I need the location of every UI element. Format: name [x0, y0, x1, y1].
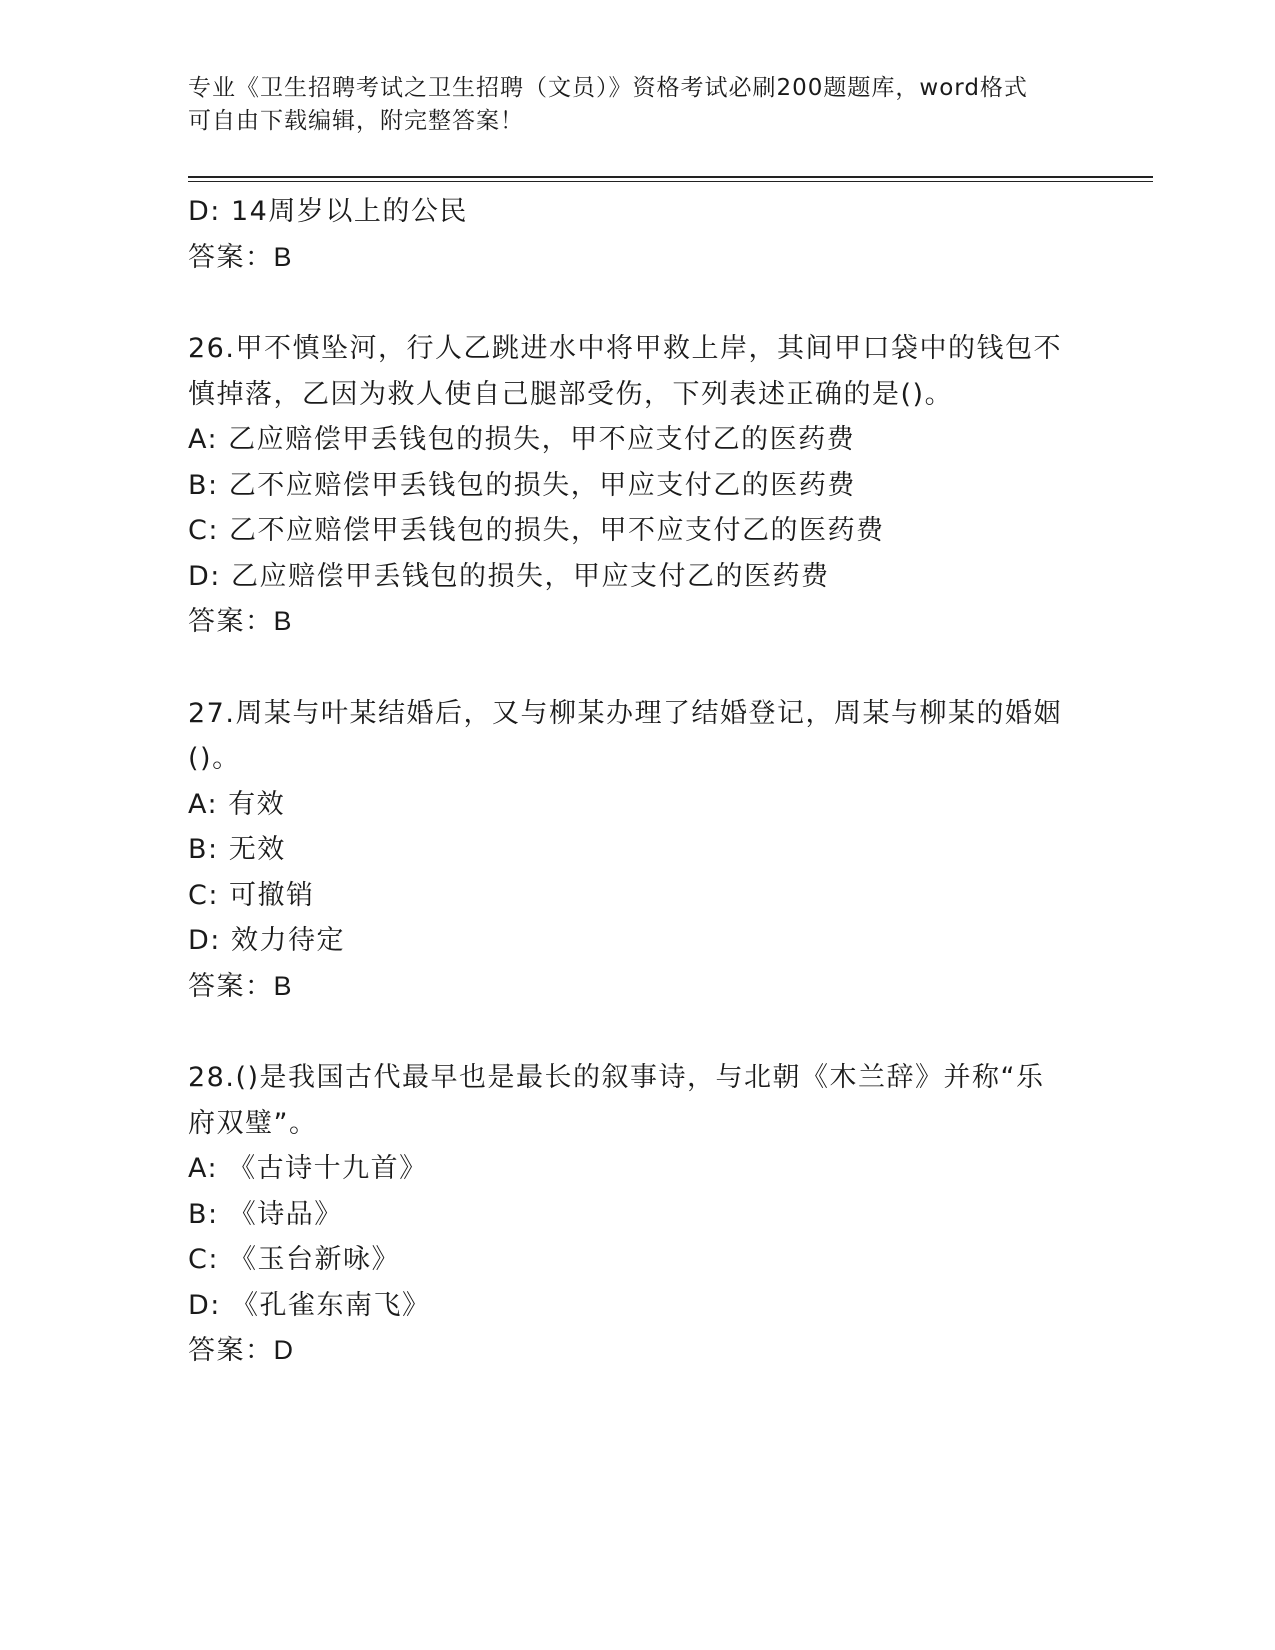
- question-stem-line: 28.()是我国古代最早也是最长的叙事诗，与北朝《木兰辞》并称“乐: [188, 1062, 1045, 1093]
- question-25-tail: [188, 189, 1088, 280]
- header-line-2: 可自由下载编辑，附完整答案！: [188, 108, 524, 134]
- option-c: C: 《玉台新咏》: [188, 1244, 401, 1275]
- answer-line: 答案：B: [188, 970, 294, 1001]
- answer-line: 答案：B: [188, 241, 294, 272]
- option-c: C: 可撤销: [188, 879, 315, 911]
- spacer: [188, 645, 1088, 691]
- option-d: D: 乙应赔偿甲丢钱包的损失，甲应支付乙的医药费: [188, 560, 830, 592]
- header-divider-thick: [188, 176, 1153, 178]
- option-b: B: 《诗品》: [188, 1198, 343, 1230]
- header-divider-thin: [188, 181, 1153, 182]
- question-stem-line: 26.甲不慎坠河，行人乙跳进水中将甲救上岸，其间甲口袋中的钱包不: [188, 333, 1062, 364]
- option-d: D: 《孔雀东南飞》: [188, 1289, 431, 1321]
- question-28: [188, 1055, 1088, 1374]
- option-a: A: 有效: [188, 788, 286, 820]
- page-header: [188, 72, 1068, 138]
- option-d: D: 效力待定: [188, 925, 345, 956]
- header-line-1: 专业《卫生招聘考试之卫生招聘（文员）》资格考试必刷200题题库，word格式: [188, 75, 1028, 101]
- spacer: [188, 280, 1088, 326]
- question-26: [188, 326, 1088, 645]
- option-c: C: 乙不应赔偿甲丢钱包的损失，甲不应支付乙的医药费: [188, 515, 885, 546]
- question-27: [188, 691, 1088, 1010]
- option-a: A: 乙应赔偿甲丢钱包的损失，甲不应支付乙的医药费: [188, 424, 856, 455]
- question-stem-line: ()。: [188, 743, 241, 774]
- document-body: [188, 189, 1088, 1374]
- question-stem-line: 府双璧”。: [188, 1107, 318, 1139]
- question-stem-line: 慎掉落，乙因为救人使自己腿部受伤，下列表述正确的是()。: [188, 378, 954, 410]
- answer-line: 答案：B: [188, 606, 294, 636]
- question-stem-line: 27.周某与叶某结婚后，又与柳某办理了结婚登记，周某与柳某的婚姻: [188, 697, 1062, 729]
- option-b: B: 无效: [188, 834, 286, 865]
- answer-line: 答案：D: [188, 1335, 295, 1365]
- spacer: [188, 1009, 1088, 1055]
- option-a: A: 《古诗十九首》: [188, 1153, 428, 1184]
- option-d: D: 14周岁以上的公民: [188, 196, 468, 227]
- option-b: B: 乙不应赔偿甲丢钱包的损失，甲应支付乙的医药费: [188, 469, 856, 501]
